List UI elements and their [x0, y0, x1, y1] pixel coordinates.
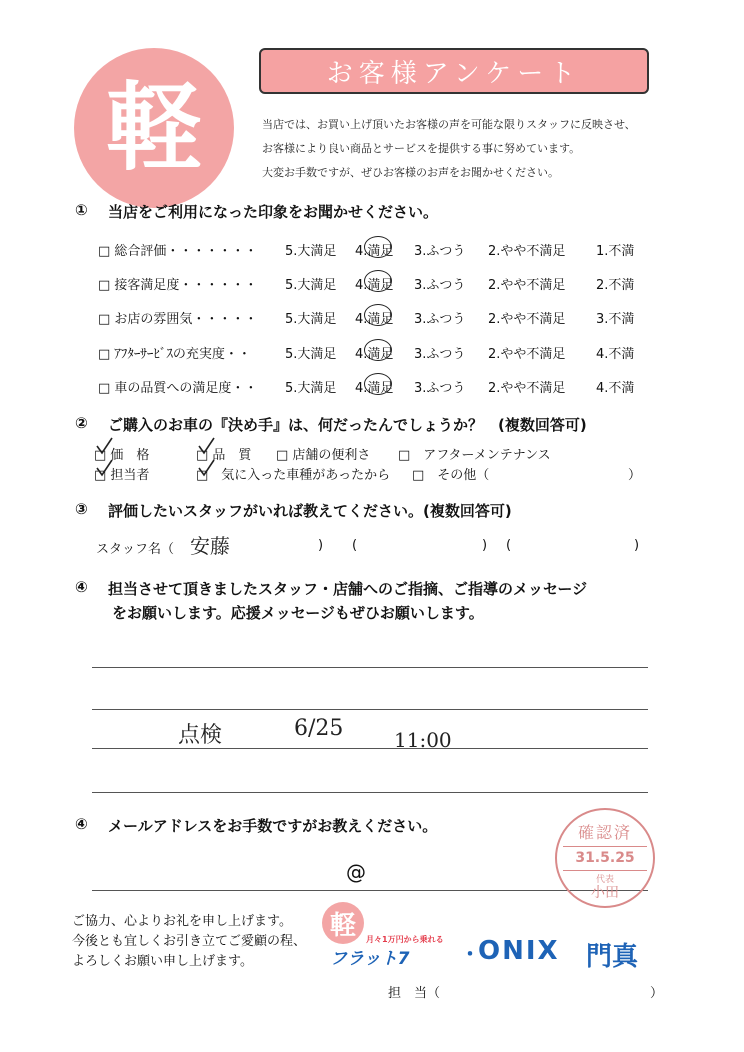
staff-paren: ) — [634, 538, 640, 553]
q1-opt-4[interactable]: 4.満足 — [355, 278, 394, 293]
q5-number: ④ — [75, 815, 88, 833]
approval-stamp — [555, 808, 655, 908]
q1-opt-2[interactable]: 2.やや不満足 — [488, 244, 566, 259]
email-at-sign: @ — [346, 860, 366, 884]
answer-circle-mark — [364, 270, 392, 292]
q1-opt-3[interactable]: 3.ふつう — [414, 244, 466, 259]
staff-paren: ) — [482, 538, 488, 553]
message-line — [92, 748, 648, 749]
message-text[interactable]: 点検 — [178, 723, 223, 748]
footer-thanks-2: 今後とも宜しくお引き立てご愛顧の程、 — [72, 934, 307, 949]
message-text[interactable]: 6/25 — [294, 716, 344, 741]
person-in-charge-label: 担 当（ — [388, 986, 441, 1001]
q1-opt-2[interactable]: 2.やや不満足 — [488, 381, 566, 396]
q1-opt-3[interactable]: 3.ふつう — [414, 347, 466, 362]
q5-heading: メールアドレスをお手数ですがお教えください。 — [108, 817, 438, 835]
staff-paren: ( — [506, 538, 512, 553]
intro-line-2: お客様により良い商品とサービスを提供する事に努めています。 — [262, 142, 581, 155]
q1-opt-5[interactable]: 5.大満足 — [285, 312, 337, 327]
stamp-role: 代表 — [595, 875, 614, 885]
q1-opt-3[interactable]: 3.ふつう — [414, 312, 466, 327]
q1-row-label[interactable]: □ 車の品質への満足度・・ — [98, 381, 258, 396]
q1-opt-5[interactable]: 5.大満足 — [285, 278, 337, 293]
brand-onix: ONIX — [478, 936, 560, 966]
stamp-name: 小田 — [591, 885, 619, 901]
q1-row-label[interactable]: □ 接客満足度・・・・・・ — [98, 278, 258, 293]
q1-opt-1[interactable]: 4.不満 — [596, 347, 635, 362]
page-title: お客様アンケート — [259, 48, 649, 94]
check-marks-q2-left — [94, 436, 114, 482]
message-text[interactable]: 11:00 — [394, 728, 452, 752]
q2-other-close-paren: ） — [628, 468, 642, 483]
staff-name-input[interactable]: 安藤 — [190, 534, 230, 558]
q1-opt-2[interactable]: 2.やや不満足 — [488, 278, 566, 293]
q1-opt-5[interactable]: 5.大満足 — [285, 244, 337, 259]
q1-opt-4[interactable]: 4.満足 — [355, 381, 394, 396]
q3-heading: 評価したいスタッフがいれば教えてください。(複数回答可) — [108, 502, 512, 520]
brand-flat7: フラット7 — [330, 949, 410, 969]
q1-heading: 当店をご利用になった印象をお聞かせください。 — [108, 203, 439, 221]
intro-line-1: 当店では、お買い上げ頂いたお客様の声を可能な限りスタッフに反映させ、 — [262, 118, 636, 131]
brand-emblem — [322, 902, 364, 944]
q4-heading-line-2: をお願いします。応援メッセージもぜひお願いします。 — [112, 604, 484, 622]
q2-option-after-maintenance[interactable]: □ アフターメンテナンス — [398, 448, 551, 463]
answer-circle-mark — [364, 236, 392, 258]
q1-number: ① — [75, 201, 88, 219]
answer-circle-mark — [364, 304, 392, 326]
message-line — [92, 792, 648, 793]
q1-row-label[interactable]: □ ｱﾌﾀｰｻｰﾋﾞｽの充実度・・ — [98, 347, 251, 362]
footer-thanks-1: ご協力、心よりお礼を申し上げます。 — [72, 914, 292, 929]
q1-opt-5[interactable]: 5.大満足 — [285, 381, 337, 396]
q2-number: ② — [75, 414, 88, 432]
q3-number: ③ — [75, 500, 88, 518]
logo-char: 軽 — [106, 72, 202, 184]
q1-opt-4[interactable]: 4.満足 — [355, 347, 394, 362]
logo-emblem — [74, 48, 234, 208]
person-in-charge-close: ） — [650, 986, 664, 1001]
brand-separator: ・ — [460, 942, 480, 966]
intro-line-3: 大変お手数ですが、ぜひお客様のお声をお聞かせください。 — [262, 166, 559, 179]
q1-opt-3[interactable]: 3.ふつう — [414, 278, 466, 293]
brand-store-name: 門真 — [586, 942, 639, 972]
q1-opt-4[interactable]: 4.満足 — [355, 244, 394, 259]
q1-opt-2[interactable]: 2.やや不満足 — [488, 312, 566, 327]
q1-opt-1[interactable]: 2.不満 — [596, 278, 635, 293]
stamp-top-text: 確認済 — [577, 823, 632, 842]
check-marks-q2-right — [196, 436, 216, 482]
q1-row-label[interactable]: □ お店の雰囲気・・・・・ — [98, 312, 258, 327]
q1-opt-1[interactable]: 3.不満 — [596, 312, 635, 327]
q1-opt-2[interactable]: 2.やや不満足 — [488, 347, 566, 362]
q2-option-price[interactable]: □ 価 格 — [94, 448, 150, 463]
brand-emblem-char: 軽 — [329, 910, 356, 941]
q2-option-liked-model[interactable]: □ 気に入った車種があったから — [196, 468, 391, 483]
answer-circle-mark — [364, 373, 392, 395]
q2-option-staff[interactable]: □ 担当者 — [94, 468, 150, 483]
q1-opt-1[interactable]: 4.不満 — [596, 381, 635, 396]
q2-option-store-convenience[interactable]: □ 店舗の便利さ — [276, 448, 371, 463]
q1-opt-4[interactable]: 4.満足 — [355, 312, 394, 327]
message-line — [92, 709, 648, 710]
staff-name-label: スタッフ名（ — [96, 542, 175, 557]
staff-paren: ) — [318, 538, 324, 553]
answer-circle-mark — [364, 339, 392, 361]
q1-opt-3[interactable]: 3.ふつう — [414, 381, 466, 396]
q2-option-quality[interactable]: □ 品 質 — [196, 448, 252, 463]
q2-option-other[interactable]: □ その他（ — [412, 468, 490, 483]
staff-paren: ( — [352, 538, 358, 553]
q4-number: ④ — [75, 578, 88, 596]
q4-heading-line-1: 担当させて頂きましたスタッフ・店舗へのご指摘、ご指導のメッセージ — [108, 580, 588, 598]
q1-row-label[interactable]: □ 総合評価・・・・・・・ — [98, 244, 258, 259]
footer-thanks-3: よろしくお願い申し上げます。 — [72, 954, 253, 969]
brand-tagline: 月々1万円から乗れる — [366, 935, 444, 944]
q2-heading: ご購入のお車の『決め手』は、何だったんでしょうか？ (複数回答可) — [108, 416, 587, 434]
message-line — [92, 667, 648, 668]
q1-opt-1[interactable]: 1.不満 — [596, 244, 635, 259]
stamp-date: 31.5.25 — [575, 850, 635, 866]
q1-opt-5[interactable]: 5.大満足 — [285, 347, 337, 362]
